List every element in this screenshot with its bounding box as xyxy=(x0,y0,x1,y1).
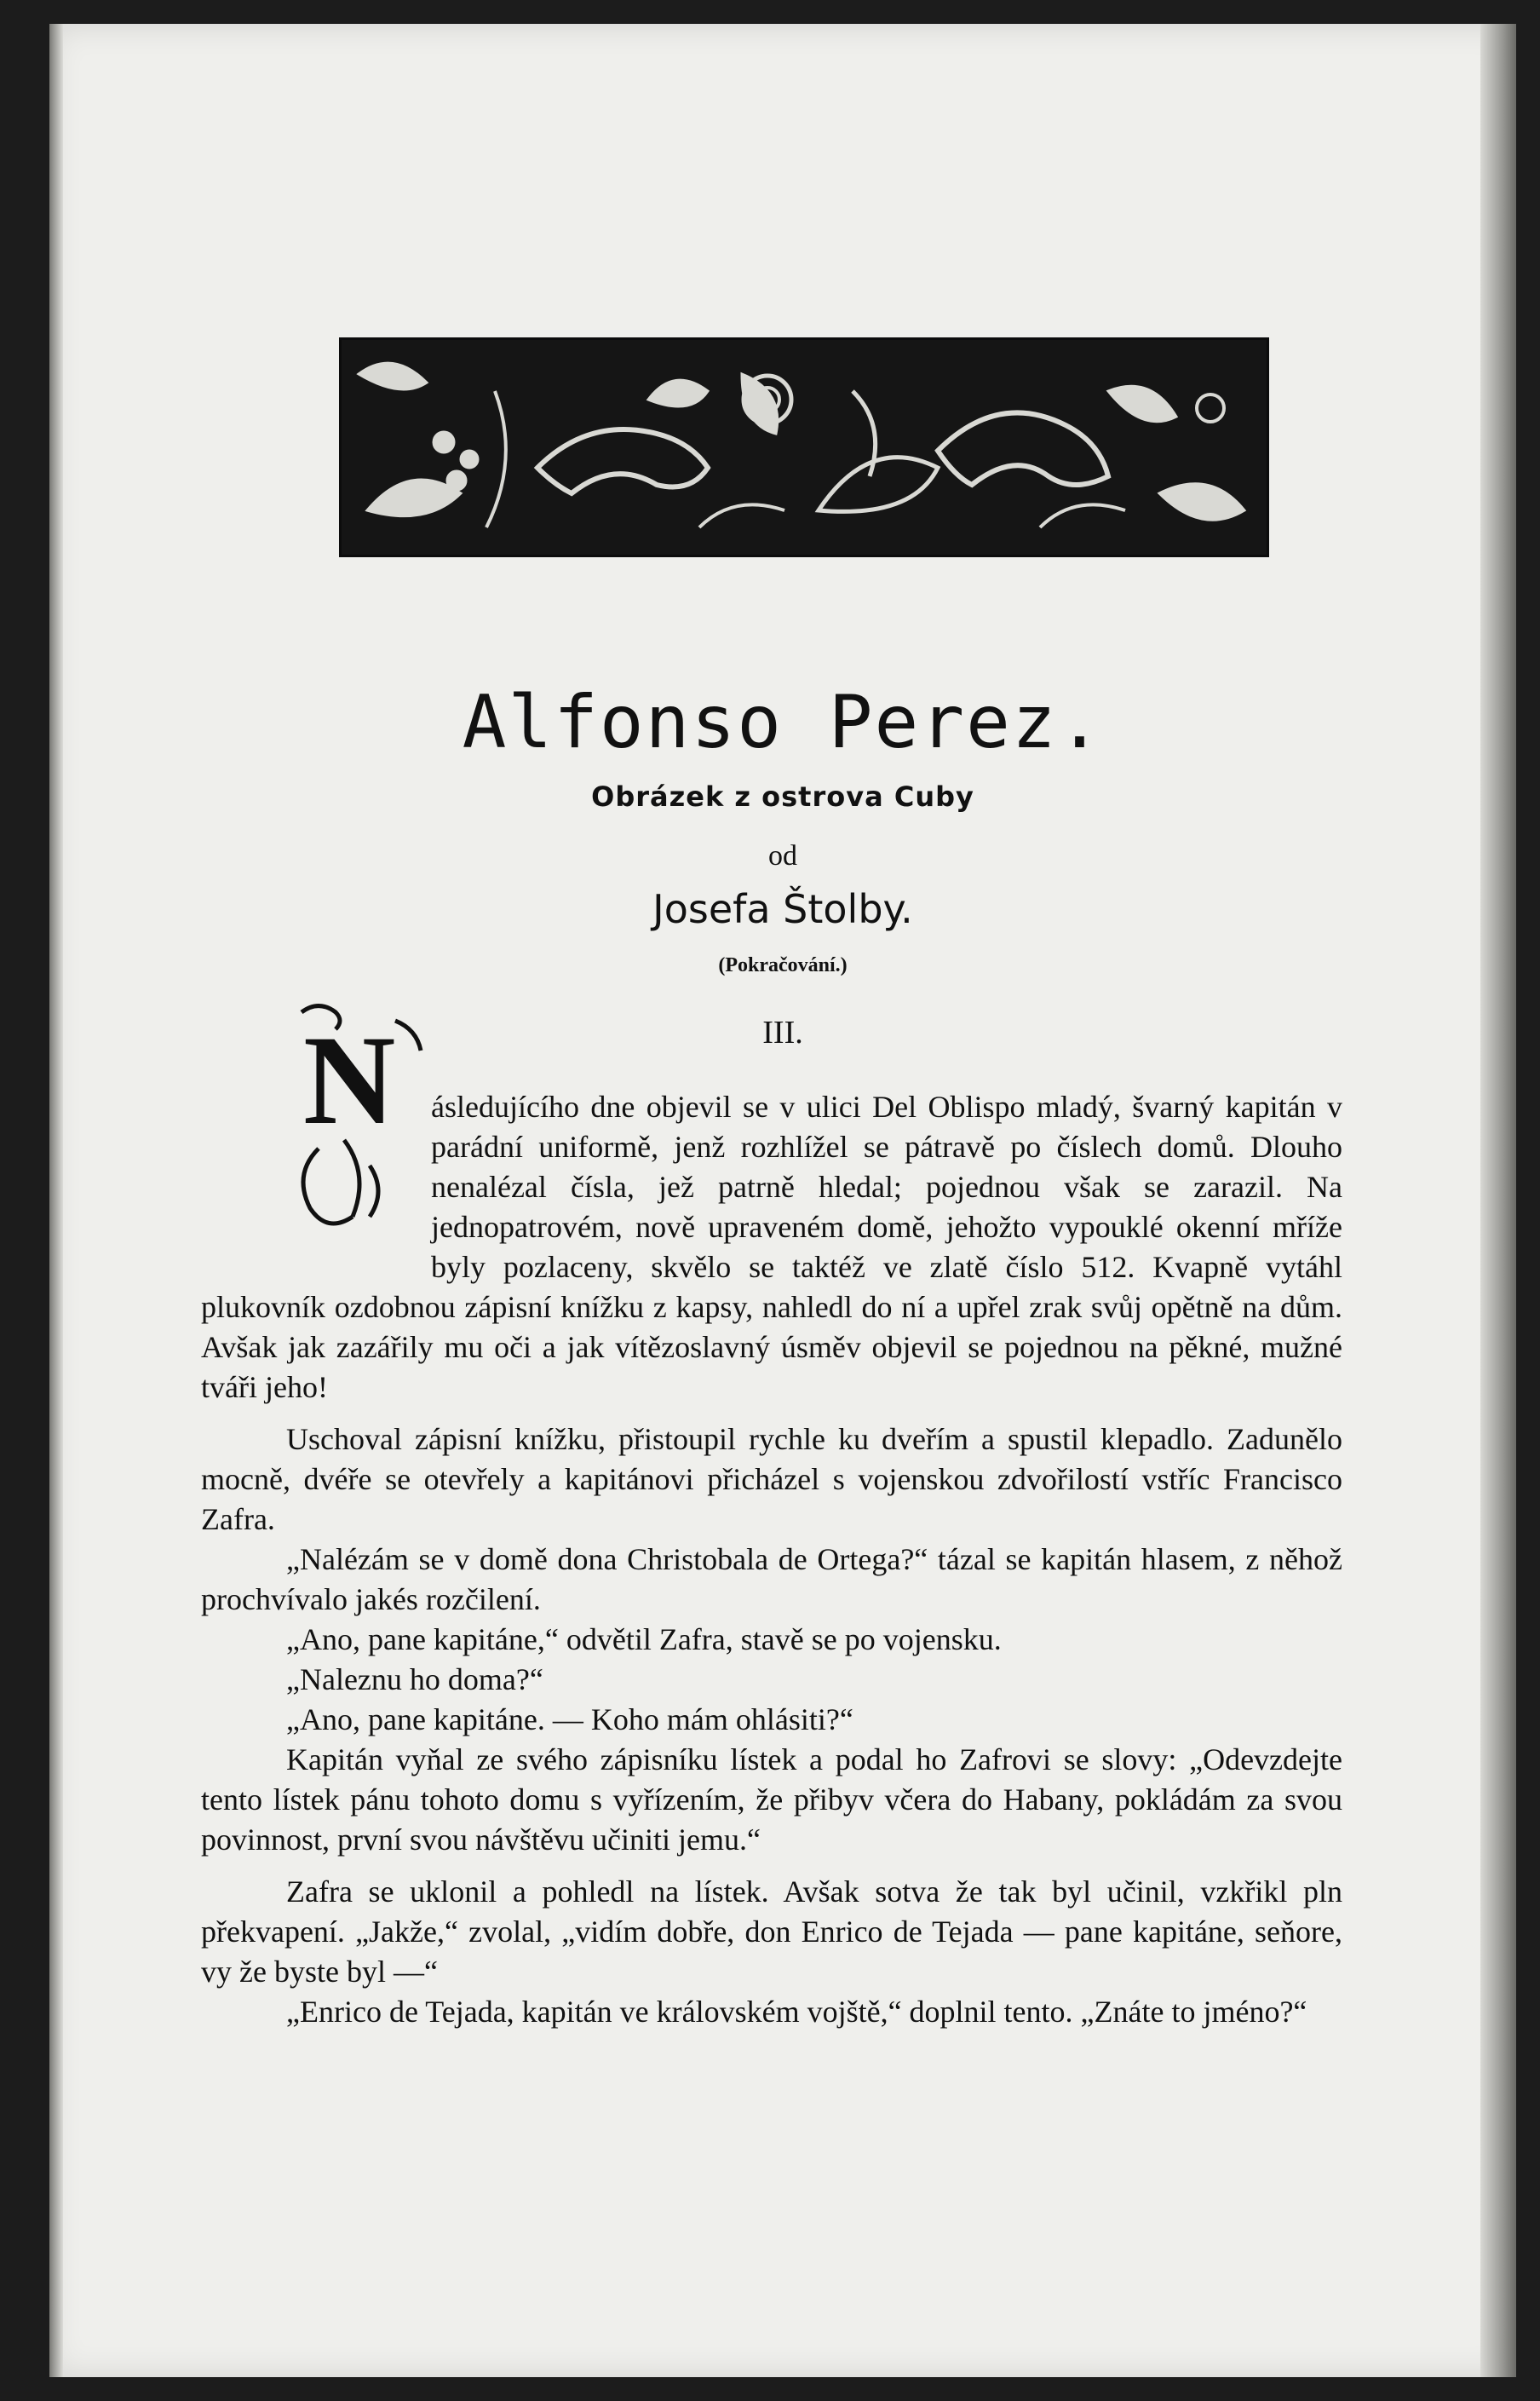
ornament-foliage-icon xyxy=(342,340,1267,555)
svg-text:N: N xyxy=(303,1010,396,1151)
paragraph-7: Kapitán vyňal ze svého zápisníku lístek a podal ho Zafrovi se slovy: „Odevzdejte tento lístek pánu tohoto domu s vyřízením, že přibyv včera do Habany, pokládám za svou povinnost, první svou návštěvu učiniti jemu.“ xyxy=(201,1742,1342,1857)
paragraph-9: „Enrico de Tejada, kapitán ve královském vojště,“ doplnil tento. „Znáte to jméno?“ xyxy=(286,1995,1307,2029)
paragraph-3: „Nalézám se v domě dona Christobala de Ortega?“ tázal se kapitán hlasem, z něhož prochvívalo jakés rozčilení. xyxy=(201,1542,1342,1616)
paragraph-5: „Naleznu ho doma?“ xyxy=(286,1662,543,1696)
chapter-number: III. xyxy=(762,1015,803,1051)
article-body xyxy=(201,1087,1342,2032)
paragraph-4: „Ano, pane kapitáne,“ odvětil Zafra, stavě se po vojensku. xyxy=(286,1622,1002,1656)
paragraph-8: Zafra se uklonil a pohledl na lístek. Avšak sotva že tak byl učinil, vzkřikl pln překvapení. „Jakže,“ zvolal, „vidím dobře, don Enrico de Tejada — pane kapitáne, seňore, vy že byste byl —“ xyxy=(201,1874,1342,1989)
article-subtitle: Obrázek z ostrova Cuby xyxy=(591,780,974,813)
paragraph-1: ásledujícího dne objevil se v ulici Del Oblispo mladý, švarný kapitán v parádní uniformě, jenž rozhlížel se pátravě po číslech domů. Dlouho nenalézal čísla, jež patrně hledal; pojednou však se zarazil. Na jednopatrovém, nově upraveném domě, jehožto vypouklé okenní mříže byly pozlaceny, skvělo se taktéž ve zlatě číslo 512. Kvapně vytáhl plukovník ozdobnou zápisní knížku z kapsy, nahledl do ní a upřel zrak svůj opětně na dům. Avšak jak zazářily mu oči a jak vítězoslavný úsměv objevil se pojednou na pěkné, mužné tváři jeho! xyxy=(201,1090,1342,1404)
page-binding-shadow xyxy=(49,24,63,2377)
paragraph-6: „Ano, pane kapitáne. — Koho mám ohlásiti?“ xyxy=(286,1702,853,1736)
paragraph-2: Uschoval zápisní knížku, přistoupil rychle ku dveřím a spustil klepadlo. Zadunělo mocně, dvéře se otevřely a kapitánovi přicházel s vojenskou zdvořilostí vstříc Francisco Zafra. xyxy=(201,1422,1342,1536)
byline-word: od xyxy=(768,840,797,872)
continuation-note: (Pokračování.) xyxy=(718,954,848,976)
decorative-header-ornament xyxy=(339,337,1269,557)
page-edge-shadow xyxy=(1480,24,1516,2377)
author-name: Josefa Štolby. xyxy=(652,886,913,932)
article-title: Alfonso Perez. xyxy=(462,680,1104,765)
book-page xyxy=(49,24,1516,2377)
